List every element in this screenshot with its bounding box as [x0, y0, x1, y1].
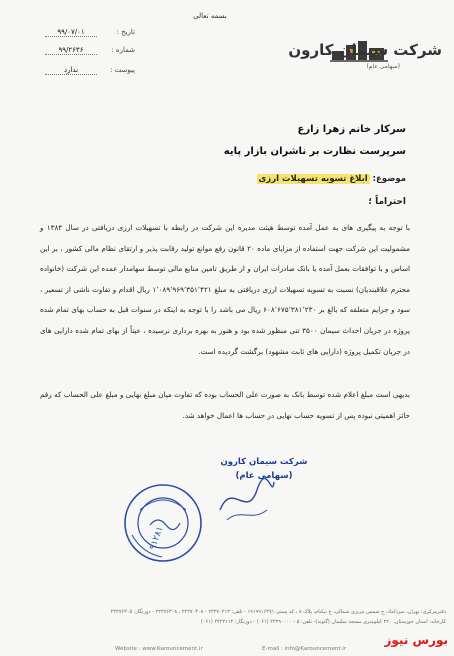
- bismillah-heading: بسمه تعالی: [193, 12, 227, 20]
- footer-website: Website : www.Karouncement.ir: [115, 646, 203, 652]
- body-paragraph-1: [40, 218, 410, 362]
- company-name: شرکت سیمان کارون: [288, 41, 442, 59]
- footer-factory-line: کارخانه: استان خوزستان، ۲۲۰ کیلومتری مسجد سلیمان (گتوند)- تلفن: ۵ - ۲۲۲۹۰۰۰۰ (۰۶۱) - دورنگار: ۲۲۲۲۱۱۲ (۰۶۱): [200, 619, 446, 625]
- date-label: تاریخ :: [116, 28, 135, 36]
- date-field: [45, 28, 135, 40]
- subject-label: موضوع:: [372, 174, 406, 184]
- company-logo: [282, 33, 442, 73]
- subject-line: [257, 174, 406, 184]
- company-type: (سهامی عام): [366, 63, 400, 70]
- date-value: ۹۹/۰۷/۰۱: [45, 28, 97, 37]
- recipient-title: سرپرست نظارت بر ناشران بازار پایه: [223, 146, 406, 157]
- recipient-name: سرکار خانم زهرا زارع: [297, 124, 406, 135]
- handwritten-signature: [212, 470, 282, 530]
- attachment-label: پیوست :: [110, 66, 135, 74]
- number-value: ۹۹/۲۶۳۶: [45, 46, 97, 55]
- signature-type: (سهامی عام): [235, 471, 293, 481]
- footer-email: E-mail : info@Karouncement.ir: [262, 646, 347, 652]
- company-stamp: [120, 480, 206, 566]
- attachment-value: ندارد: [45, 66, 97, 75]
- body-paragraph-2: [40, 385, 410, 426]
- number-field: [45, 46, 135, 58]
- subject-text: ابلاغ تسویه تسهیلات ارزی: [258, 174, 368, 184]
- footer-office-line: دفترمرکزی: تهران، میرداماد، خ شمس تبریزی شمالی، خ نیکنام، پلاک ۸ ، کد پستی ۱۹۱۹۹۱۶۳۷۱ - تلفن: ۲۲۲۷۰۲۱۳ - ۲۲۲۷۰۳۰۸ ، ۲۲۲۷۶۳۰۸ - دورنگار: ۲۲۲۷۶۳۰۵: [110, 609, 446, 615]
- number-label: شماره :: [111, 46, 135, 54]
- paragraph-2-text: بدیهی است مبلغ اعلام شده توسط بانک به صورت علی الحساب بوده که تفاوت میان مبلغ نهایی و مبلغ علی الحساب که رقم حائز اهمیتی نبوده پس از تسویه حساب نهایی در حساب ها اعمال خواهد شد.: [40, 390, 410, 420]
- attachment-field: [45, 66, 135, 78]
- bourse-news-watermark: بورس نیوز: [384, 633, 448, 647]
- greeting: احتراماً ؛: [368, 197, 406, 207]
- footer-address: [0, 607, 454, 627]
- paragraph-1-text: با توجه به پیگیری های به عمل آمده توسط هیئت مدیره این شرکت در رابطه با تسهیلات ارزی دریافتی در سال ۱۳۸۴ و مشمولیت این شرکت جهت استفاده از مزایای ماده ۲۰ قانون رفع موانع تولید رقابت پذیر و ارتقای نظام مالی کشور ، بر این اساس و با توافقات بعمل آمده با بانک صادرات ایران و از طریق تامین منابع مالی توسط سهامدار عمده این شرکت (خانواده محترم علاقبندیان) نسبت به تسویه تسهیلات ارزی دریافتی به مبلغ ۱٬۰۸۹٬۹۶۹٬۳۵۱٬۴۲۱ ریال اقدام و تفاوت ناشی از تسعیر ، سود و جرایم متعلقه که بالغ بر ۶۰۸٬۶۷۵٬۳۸۱٬۲۳۰ ریال می باشد را با توجه به اینکه در سنوات قبل به حساب بهای تمام شده پروژه در جریان احداث سیمان ۳۵۰۰ تنی منظور شده بود و هنوز به بهره برداری نرسیده ، عیناً از بهای تمام شده دارایی های در جریان تکمیل پروژه (دارایی های ثابت مشهود) برگشت گردیده است.: [40, 223, 410, 356]
- signature-company: شرکت سیمان کارون: [220, 457, 308, 467]
- stamp-number: ۹۱۲۸۱: [148, 525, 166, 552]
